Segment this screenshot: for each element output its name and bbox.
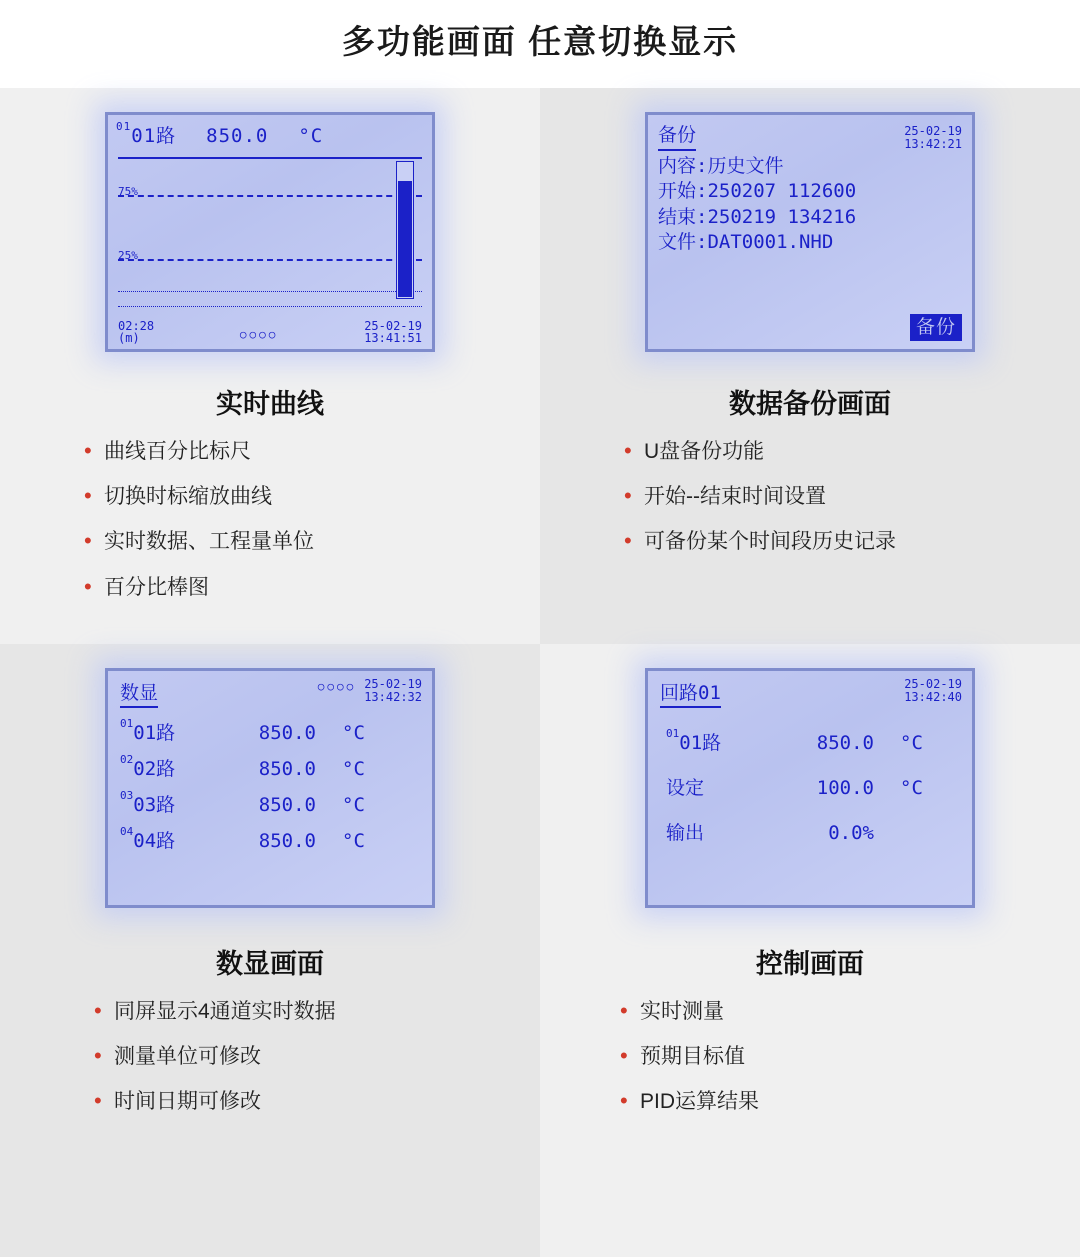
backup-date: 25-02-19 — [904, 124, 962, 138]
list-item: • 同屏显示4通道实时数据 — [94, 999, 336, 1024]
feature-list — [94, 999, 336, 1135]
lcd-screen-realtime-curve — [105, 112, 435, 352]
digital-header — [120, 678, 422, 708]
channel-index: 01 — [120, 716, 134, 730]
control-value: 0.0% — [828, 822, 874, 844]
field-label: 内容: — [658, 155, 708, 178]
scale-label-75: 75% — [118, 185, 138, 198]
channel-list — [120, 718, 422, 853]
control-title: 回路01 — [660, 678, 721, 708]
field-label: 文件: — [658, 230, 708, 253]
digital-time: 13:42:32 — [364, 690, 422, 705]
channel-name: 04路 — [133, 830, 176, 852]
panel-data-backup — [540, 88, 1080, 644]
table-row[interactable] — [120, 718, 422, 745]
field-value: 历史文件 — [707, 155, 784, 178]
percent-bar — [396, 161, 414, 299]
lcd-screen-digital — [105, 668, 435, 908]
table-row[interactable] — [660, 773, 962, 800]
list-item: • 测量单位可修改 — [94, 1044, 336, 1069]
list-item: • 切换时标缩放曲线 — [84, 484, 314, 509]
control-index: 01 — [666, 726, 680, 740]
channel-cell — [120, 790, 212, 817]
panel-digital-display — [0, 644, 540, 1257]
curve-channel-sup: 01 — [116, 119, 132, 133]
percent-bar-fill — [398, 181, 412, 297]
channel-name: 01路 — [133, 722, 176, 744]
panel-grid — [0, 88, 1080, 1257]
channel-unit: °C — [342, 794, 365, 816]
curve-timespan-unit: (m) — [118, 331, 140, 346]
curve-time: 13:41:51 — [364, 331, 422, 346]
backup-button[interactable]: 备份 — [910, 314, 962, 341]
table-row[interactable] — [660, 818, 962, 845]
feature-list — [84, 439, 314, 620]
curve-timespan-value: 02:28 — [118, 318, 155, 333]
list-item: • 时间日期可修改 — [94, 1089, 336, 1114]
channel-value: 850.0 — [258, 830, 316, 852]
curve-footer — [118, 320, 422, 345]
control-label — [660, 773, 774, 800]
list-item: • 曲线百分比标尺 — [84, 439, 314, 464]
control-clock — [904, 678, 962, 704]
control-label — [660, 728, 774, 755]
page-title: 多功能画面 任意切换显示 — [341, 23, 739, 60]
list-item: • 预期目标值 — [620, 1044, 759, 1069]
digital-header-right — [318, 678, 422, 704]
curve-plot-area — [118, 157, 422, 307]
channel-value: 850.0 — [258, 794, 316, 816]
feature-list — [620, 999, 759, 1135]
backup-row-file[interactable] — [658, 230, 962, 255]
panel-caption: 实时曲线 — [216, 389, 324, 419]
channel-index: 02 — [120, 752, 134, 766]
digital-clock — [364, 678, 422, 704]
status-dots-icon: ○○○○ — [239, 328, 279, 342]
curve-channel-label: 01路 — [131, 125, 177, 147]
table-row[interactable] — [120, 754, 422, 781]
control-time: 13:42:40 — [904, 690, 962, 705]
field-label: 结束: — [658, 205, 708, 228]
control-label — [660, 818, 774, 845]
control-header — [660, 678, 962, 708]
control-unit: °C — [900, 777, 923, 799]
table-row[interactable] — [120, 826, 422, 853]
panel-control — [540, 644, 1080, 1257]
backup-title: 备份 — [658, 123, 696, 151]
curve-value: 850.0 — [206, 125, 269, 147]
control-value: 100.0 — [816, 777, 874, 799]
channel-index: 03 — [120, 788, 134, 802]
panel-caption: 数据备份画面 — [729, 389, 891, 419]
field-value: 250219 134216 — [707, 205, 857, 228]
channel-index: 04 — [120, 824, 134, 838]
feature-list — [624, 439, 896, 575]
control-unit: °C — [900, 732, 923, 754]
channel-unit: °C — [342, 830, 365, 852]
field-value: 250207 112600 — [707, 180, 857, 203]
panel-caption: 控制画面 — [756, 949, 864, 979]
channel-name: 02路 — [133, 758, 176, 780]
list-item: • 可备份某个时间段历史记录 — [624, 529, 896, 554]
panel-realtime-curve — [0, 88, 540, 644]
list-item: • U盘备份功能 — [624, 439, 896, 464]
table-row[interactable] — [660, 728, 962, 755]
control-date: 25-02-19 — [904, 677, 962, 691]
control-name: 输出 — [666, 822, 705, 844]
curve-channel — [116, 121, 176, 148]
field-value: DAT0001.NHD — [707, 230, 834, 253]
channel-name: 03路 — [133, 794, 176, 816]
gridline-25 — [118, 259, 422, 261]
backup-field-list — [658, 154, 962, 254]
control-name: 设定 — [666, 777, 705, 799]
lcd-screen-backup — [645, 112, 975, 352]
list-item: • 百分比棒图 — [84, 575, 314, 600]
backup-row-content[interactable] — [658, 154, 962, 179]
backup-time: 13:42:21 — [904, 137, 962, 152]
backup-clock — [904, 123, 962, 151]
backup-row-end[interactable] — [658, 205, 962, 230]
curve-clock — [364, 320, 422, 345]
channel-value: 850.0 — [258, 722, 316, 744]
digital-title: 数显 — [120, 678, 158, 708]
panel-caption: 数显画面 — [216, 949, 324, 979]
field-label: 开始: — [658, 180, 708, 203]
control-row-list — [660, 728, 962, 845]
channel-cell — [120, 754, 212, 781]
channel-cell — [120, 826, 212, 853]
table-row[interactable] — [120, 790, 422, 817]
lcd-screen-control — [645, 668, 975, 908]
gridline-baseline — [118, 291, 422, 292]
status-dots-icon: ○○○○ — [317, 680, 357, 693]
curve-date: 25-02-19 — [364, 318, 422, 333]
list-item: • 开始--结束时间设置 — [624, 484, 896, 509]
channel-unit: °C — [342, 722, 365, 744]
list-item: • 实时数据、工程量单位 — [84, 529, 314, 554]
channel-unit: °C — [342, 758, 365, 780]
channel-cell — [120, 718, 212, 745]
list-item: • 实时测量 — [620, 999, 759, 1024]
backup-header — [658, 123, 962, 151]
scale-label-25: 25% — [118, 249, 138, 262]
backup-row-start[interactable] — [658, 179, 962, 204]
digital-date: 25-02-19 — [364, 677, 422, 691]
channel-value: 850.0 — [258, 758, 316, 780]
curve-timespan — [118, 320, 154, 345]
control-value: 850.0 — [816, 732, 874, 754]
list-item: • PID运算结果 — [620, 1089, 759, 1114]
curve-unit: °C — [298, 125, 324, 147]
gridline-75 — [118, 195, 422, 197]
curve-header — [116, 121, 424, 148]
control-name: 01路 — [679, 732, 722, 754]
